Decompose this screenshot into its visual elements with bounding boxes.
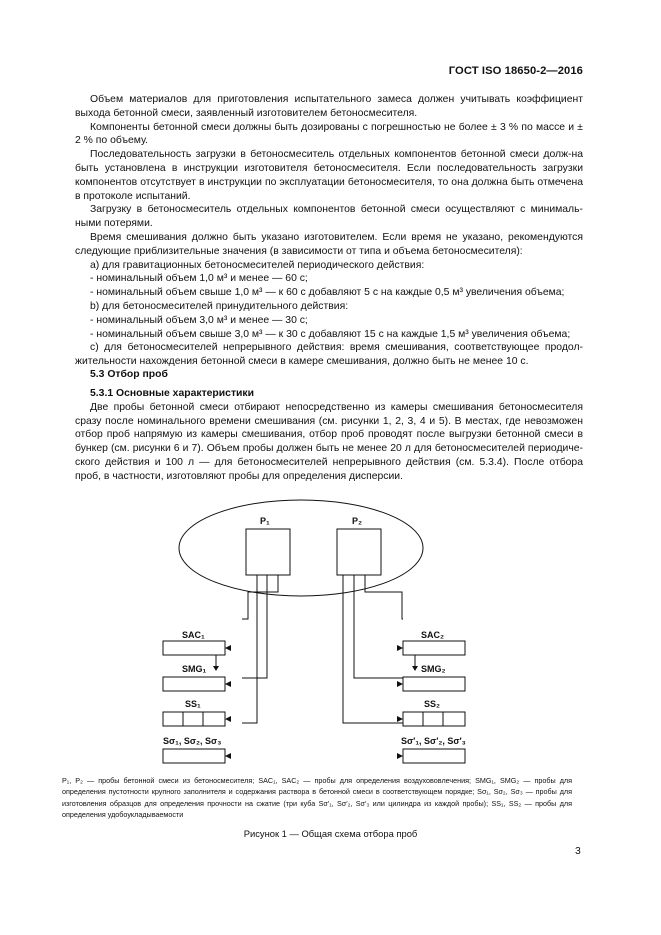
arrow-icon <box>412 666 418 671</box>
box-smg1 <box>163 677 225 691</box>
label-smg1: SMG₁ <box>182 664 207 674</box>
paragraph: с) для бетоносмесителей непрерывного действия: время смешивания, соответствующее продол-жительности нахождения бетонной смеси в камере смешивания, должно быть не менее 10 с. <box>75 342 583 368</box>
box-sac2 <box>403 641 465 655</box>
paragraph: а) для гравитационных бетоносмесителей периодического действия: <box>90 259 425 271</box>
sample-box-p2 <box>337 529 381 575</box>
label-p1: P₁ <box>260 516 270 526</box>
box-sac1 <box>163 641 225 655</box>
box-ss1 <box>163 712 225 726</box>
label-ss1: SS₁ <box>185 699 201 709</box>
figure-title: Рисунок 1 — Общая схема отбора проб <box>243 828 418 839</box>
arrow-icon <box>225 716 231 722</box>
box-ss2 <box>403 712 465 726</box>
figure-legend: P₁, P₂ — пробы бетонной смеси из бетоносмесителя; SAC₁, SAC₂ — пробы для определения воздухововлечения; SMG₁, SMG₂ — пробы для определения пустотности крупного заполнителя и содержания раствора в бетонной смеси в соответствующем порядке; Sσ₁, Sσ₂, Sσ₃ — пробы для изготовления образцов для определения прочности на сжатие (три куба Sσ′₁, Sσ′₂, Sσ′₃ или цилиндра из каждой пробы); SS₁, SS₂ — пробы для определения удобоукладываемости <box>62 776 572 820</box>
arrow-icon <box>225 753 231 759</box>
paragraph: - номинальный объем 3,0 м³ и менее — 30 с; <box>90 314 308 326</box>
label-ss2: SS₂ <box>424 699 441 709</box>
body-text-top <box>75 93 583 369</box>
label-sigma-right: Sσ′₁, Sσ′₂, Sσ′₃ <box>401 736 466 746</box>
paragraph: Загрузку в бетоносмеситель отдельных компонентов бетонной смеси осуществляют с минималь-ными потерями. <box>75 204 583 230</box>
paragraph: - номинальный объем свыше 1,0 м³ — к 60 с добавляют 5 с на каждые 0,5 м³ увеличения объема; <box>90 287 565 299</box>
sampling-diagram <box>160 488 480 772</box>
label-smg2: SMG₂ <box>421 664 446 674</box>
label-p2: P₂ <box>352 516 363 526</box>
paragraph: Объем материалов для приготовления испытательного замеса должен учитывать коэффициент выхода бетонной смеси, заявленный изготовителем бетоносмесителя. <box>75 94 583 119</box>
label-sac1: SAC₁ <box>182 630 205 640</box>
paragraph: Компоненты бетонной смеси должны быть дозированы с погрешностью не более ± 3 % по массе и ± 2 % по объему. <box>75 121 583 147</box>
document-header: ГОСТ ISO 18650-2—2016 <box>448 65 583 77</box>
page-number: 3 <box>575 846 581 857</box>
arrow-icon <box>397 716 403 722</box>
section-heading-5-3: 5.3 Отбор проб <box>90 369 168 380</box>
box-sigma-right <box>403 749 465 763</box>
paragraph: Время смешивания должно быть указано изготовителем. Если время не указано, рекомендуются следующие приблизительные значения (в зависимости от типа и объема бетоносмесителя): <box>75 231 583 257</box>
paragraph: b) для бетоносмесителей принудительного действия: <box>90 300 349 312</box>
arrow-icon <box>225 645 231 651</box>
paragraph-sampling: Две пробы бетонной смеси отбирают непосредственно из камеры смешивания бетоносмесителя сразу после номинального времени смешивания (см. рисунки 1, 2, 3, 4 и 5). В местах, где невозможен отбор проб напрямую из камеры смешивания, отбор проб проводят после выгрузки бетонной смеси в бункер (см. рисунки 6 и 7). Объем пробы должен быть не менее 20 л для бетоносмесителей периодиче-ского действия и 100 л — для бетоносмесителей непрерывного действия (см. 5.3.4). После отбора проб, в частности, изготовляют пробы для определения дисперсии. <box>75 401 583 482</box>
mixer-ellipse <box>179 500 423 596</box>
arrow-icon <box>397 645 403 651</box>
label-sigma-left: Sσ₁, Sσ₂, Sσ₃ <box>163 736 222 746</box>
label-sac2: SAC₂ <box>421 630 445 640</box>
box-sigma-left <box>163 749 225 763</box>
sample-box-p1 <box>246 529 290 575</box>
paragraph: - номинальный объем свыше 3,0 м³ — к 30 с добавляют 15 с на каждые 1,5 м³ увеличения объема; <box>90 328 571 340</box>
box-smg2 <box>403 677 465 691</box>
arrow-icon <box>397 681 403 687</box>
arrow-icon <box>397 753 403 759</box>
arrow-icon <box>225 681 231 687</box>
arrow-icon <box>213 666 219 671</box>
section-heading-5-3-1: 5.3.1 Основные характеристики <box>90 388 255 399</box>
paragraph: Последовательность загрузки в бетоносмеситель отдельных компонентов бетонной смеси долж-на быть установлена в инструкции изготовителя бетоносмесителя. Если последовательность загрузки компонентов отсутствует в инструкции по эксплуатации бетоносмесителя, то она должна быть отмечена в протоколе испытаний. <box>75 149 583 202</box>
paragraph: - номинальный объем 1,0 м³ и менее — 60 с; <box>90 273 308 285</box>
